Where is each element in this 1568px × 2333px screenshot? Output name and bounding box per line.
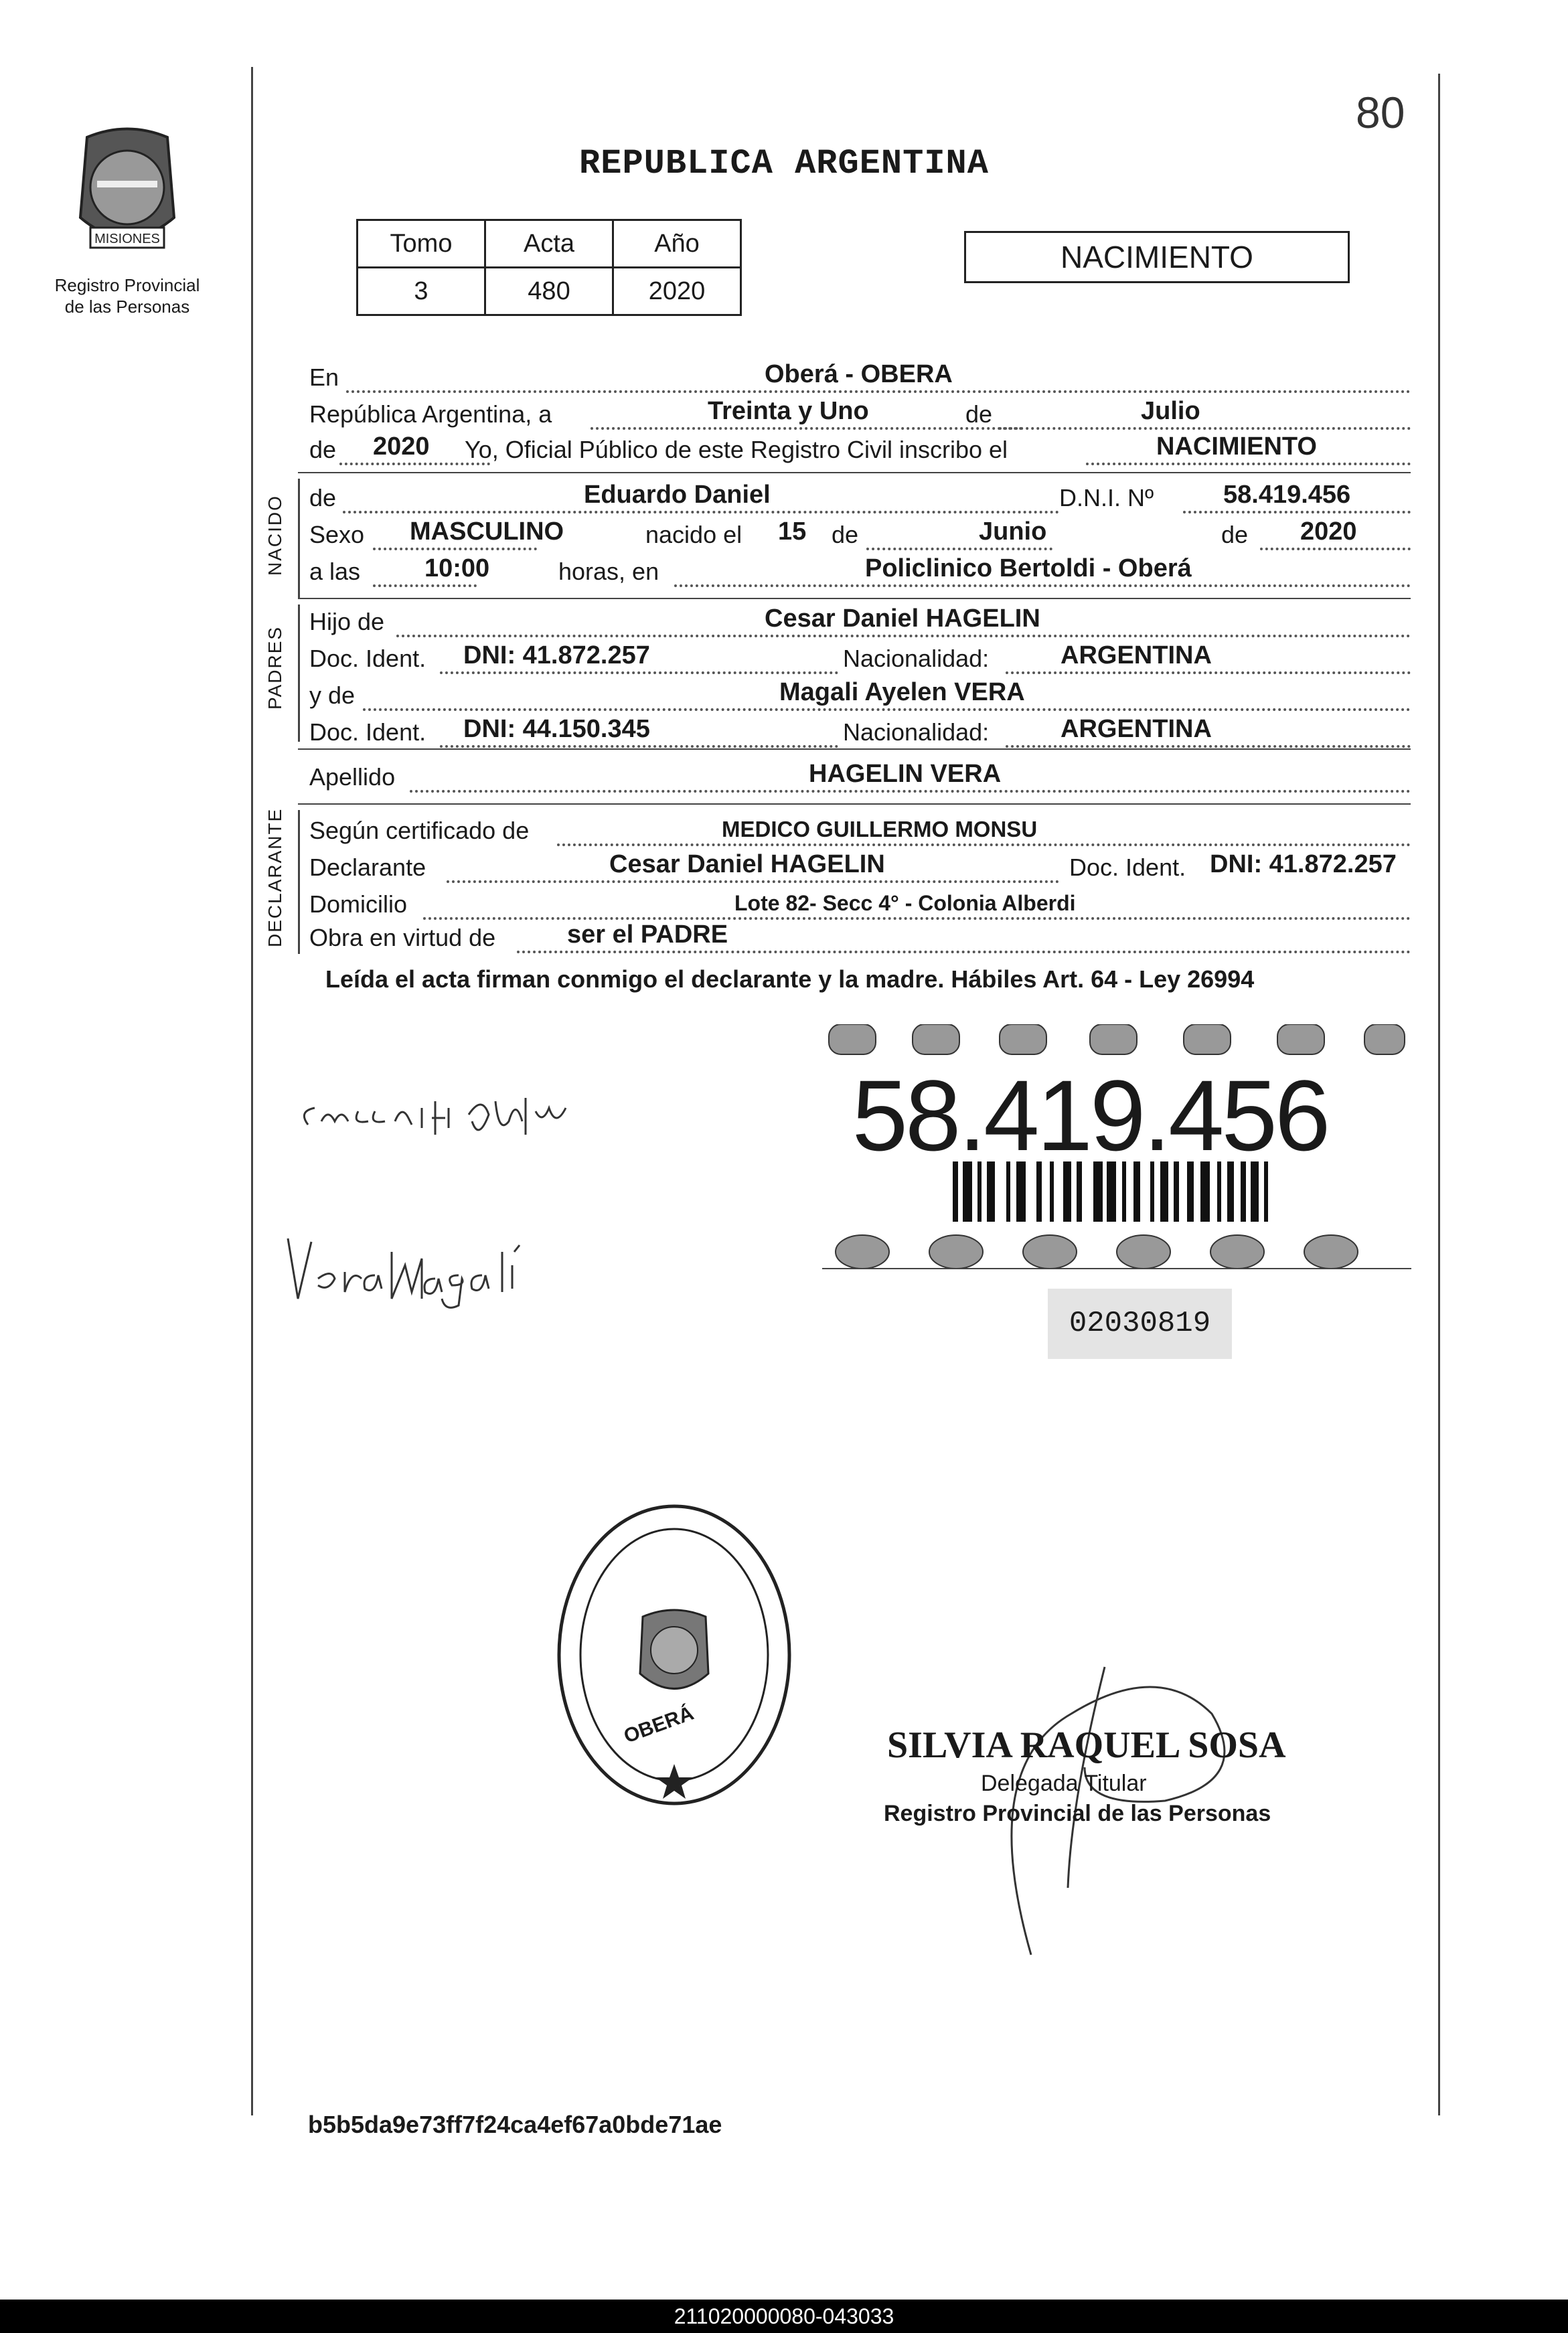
row-obra [309,918,1411,956]
value-dni: 58.419.456 [1223,481,1351,509]
record-type-box: NACIMIENTO [964,231,1350,283]
row-date [309,395,1411,432]
page-number: 80 [1356,88,1405,137]
value-tomo: 3 [358,268,485,315]
label-hijo: Hijo de [309,608,385,635]
value-father-doc: DNI: 41.872.257 [463,641,650,669]
label-alas: a las [309,558,361,585]
header-acta: Acta [485,220,613,268]
row-nacido-sex [309,515,1411,553]
label-republica: República Argentina, a [309,400,552,428]
label-horas: horas, en [558,558,659,585]
label-de-2: de [309,436,337,463]
label-apellido: Apellido [309,763,396,791]
value-decl-doc: DNI: 41.872.257 [1210,850,1397,878]
mother-signature [281,1225,522,1312]
row-father [309,602,1411,640]
country-title: REPUBLICA ARGENTINA [579,144,989,183]
section-declarante: DECLARANTE [264,807,285,947]
label-obra: Obra en virtud de [309,924,496,951]
row-en [309,358,1411,396]
svg-text:MISIONES: MISIONES [94,232,160,246]
issuer-name [33,274,221,317]
label-domicilio: Domicilio [309,890,408,918]
value-obra: ser el PADRE [567,920,728,949]
row-declarante [309,848,1411,886]
value-mother: Magali Ayelen VERA [779,678,1025,706]
value-ano: 2020 [613,268,741,315]
bar-declarante [298,810,300,954]
official-role: Delegada Titular [981,1771,1147,1796]
row-mother-doc [309,713,1411,750]
label-father-nat: Nacionalidad: [843,645,990,672]
value-birth-year: 2020 [1300,517,1357,546]
value-sexo: MASCULINO [410,517,564,546]
row-nacido-name [309,479,1411,516]
left-margin-line [251,67,253,2115]
official-institution: Registro Provincial de las Personas [884,1801,1271,1826]
footer-code: 211020000080-043033 [0,2300,1568,2333]
row-cert [309,811,1411,849]
separator-declarante [298,803,1411,805]
row-mother [309,676,1411,714]
label-decl-doc: Doc. Ident. [1069,854,1186,881]
value-birth-month: Junio [979,517,1047,546]
value-acta: 480 [485,268,613,315]
value-apellido: HAGELIN VERA [809,760,1002,788]
value-year: 2020 [373,432,430,461]
value-place: Policlinico Bertoldi - Oberá [865,554,1192,582]
label-de-birth: de [832,521,859,548]
label-dni: D.N.I. Nº [1059,484,1154,511]
value-mother-nat: ARGENTINA [1061,715,1212,743]
document-hash: b5b5da9e73ff7f24ca4ef67a0bde71ae [308,2111,722,2138]
value-father: Cesar Daniel HAGELIN [765,605,1040,633]
label-yde: y de [309,681,356,709]
label-cert: Según certificado de [309,817,530,844]
issuer-line1: Registro Provincial [54,275,200,295]
section-padres: PADRES [264,625,285,710]
label-en: En [309,364,339,391]
label-declarante: Declarante [309,854,426,881]
sticker-number: 58.419.456 [852,1059,1328,1172]
value-day: Treinta y Uno [708,397,869,425]
value-nacido-name: Eduardo Daniel [584,481,771,509]
value-birth-day: 15 [778,517,807,546]
label-nacido-el: nacido el [645,521,742,548]
closing-note: Leída el acta firman conmigo el declarante y la madre. Hábiles Art. 64 - Ley 26994 [325,965,1255,993]
row-nacido-time [309,552,1411,590]
row-apellido [309,758,1411,795]
row-father-doc [309,639,1411,677]
value-domicilio: Lote 82- Secc 4° - Colonia Alberdi [734,891,1076,915]
label-mother-nat: Nacionalidad: [843,718,990,746]
label-de-nacido: de [309,484,337,511]
separator-padres [298,598,1411,599]
row-inscribo [309,430,1411,468]
value-cert: MEDICO GUILLERMO MONSU [722,817,1038,841]
separator-nacido [298,472,1411,473]
official-name: SILVIA RAQUEL SOSA [887,1724,1286,1766]
header-ano: Año [613,220,741,268]
header-tomo: Tomo [358,220,485,268]
sticker-serial: 02030819 [1048,1289,1232,1359]
delegation-seal [556,1503,793,1807]
province-crest-icon [60,124,194,258]
label-de-year: de [1221,521,1249,548]
label-mother-doc: Doc. Ident. [309,718,426,746]
value-en: Oberá - OBERA [765,360,953,388]
separator-apellido [298,748,1411,750]
registry-table [356,219,742,316]
section-nacido: NACIDO [264,495,285,576]
value-mother-doc: DNI: 44.150.345 [463,715,650,743]
label-sexo: Sexo [309,521,365,548]
value-time: 10:00 [424,554,490,582]
value-month: Julio [1141,397,1200,425]
label-inscribo: Yo, Oficial Público de este Registro Civil inscribo el [465,436,1008,463]
label-de-1: de [965,400,993,428]
issuer-line2: de las Personas [64,297,190,317]
label-father-doc: Doc. Ident. [309,645,426,672]
right-margin-line [1438,74,1440,2115]
bar-nacido [298,479,300,599]
value-father-nat: ARGENTINA [1061,641,1212,669]
seal-city: OBERÁ [621,1702,697,1748]
row-domicilio [309,885,1411,922]
bar-padres [298,605,300,742]
value-inscribo: NACIMIENTO [1156,432,1317,461]
declarant-signature [295,1071,616,1158]
value-declarante: Cesar Daniel HAGELIN [609,850,885,878]
